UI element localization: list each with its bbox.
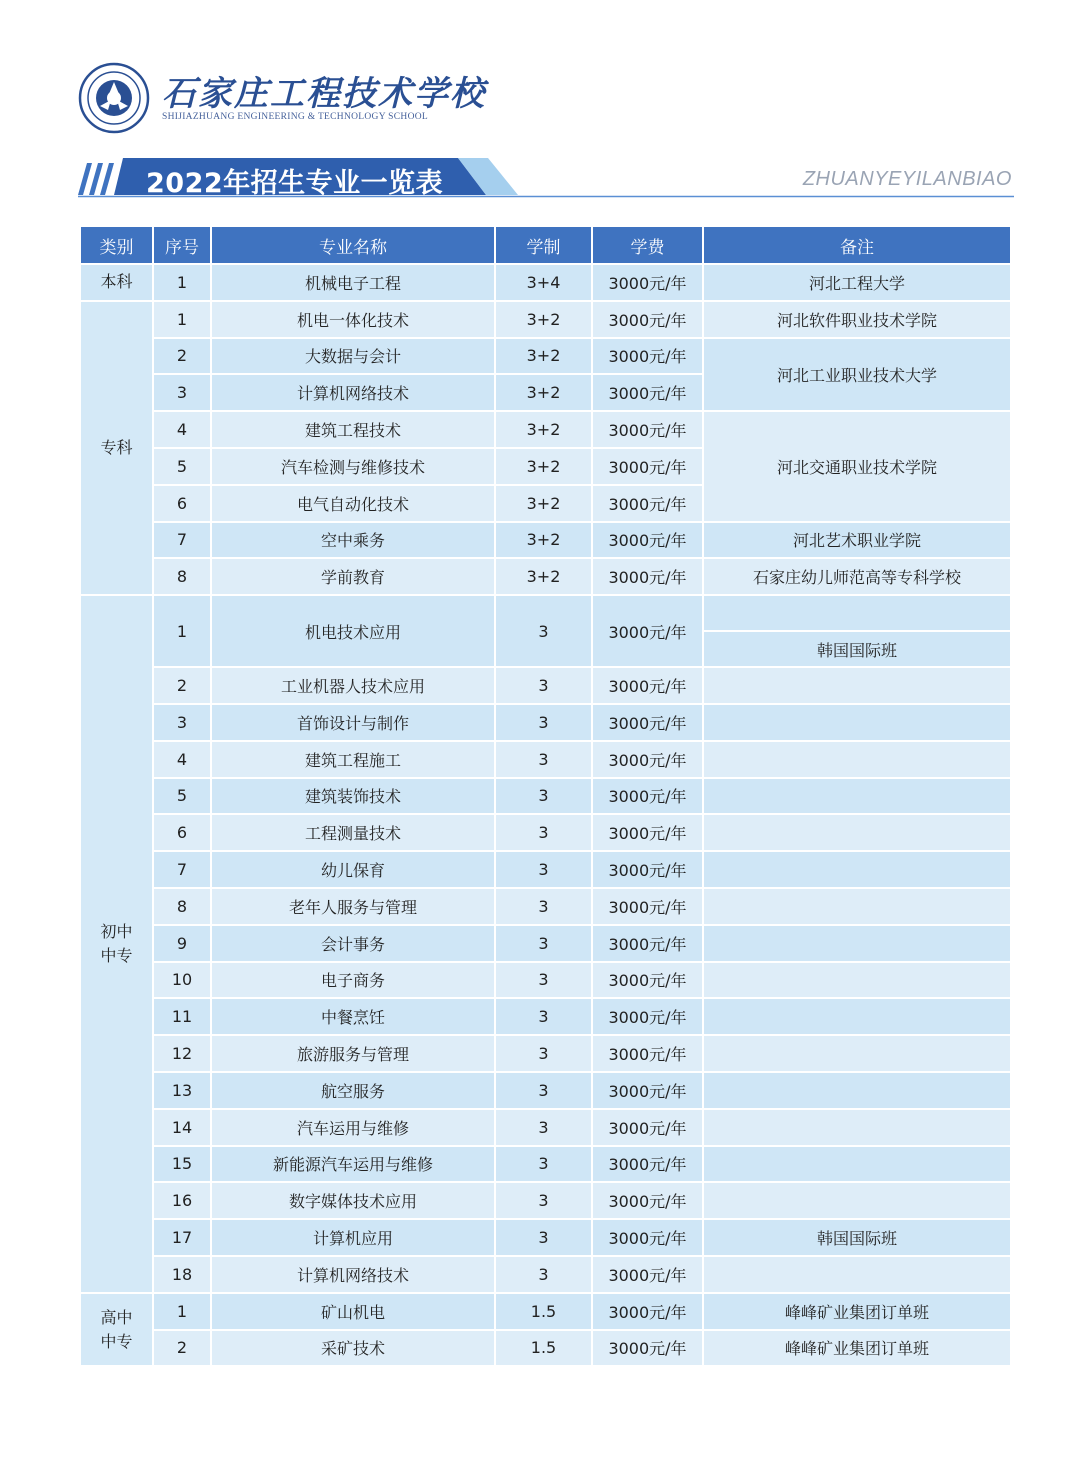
major-name: 空中乘务 — [211, 522, 495, 559]
row-number: 2 — [153, 338, 211, 375]
major-name: 机电一体化技术 — [211, 301, 495, 338]
remark — [703, 1109, 1011, 1146]
row-number: 7 — [153, 851, 211, 888]
major-name: 建筑工程技术 — [211, 411, 495, 448]
row-number: 4 — [153, 411, 211, 448]
remark: 峰峰矿业集团订单班 — [703, 1293, 1011, 1330]
row-number: 15 — [153, 1146, 211, 1183]
duration: 3 — [495, 962, 592, 999]
row-number: 5 — [153, 448, 211, 485]
tuition: 3000元/年 — [592, 1182, 703, 1219]
category-cell: 本科 — [80, 264, 153, 301]
remark — [703, 704, 1011, 741]
remark — [703, 667, 1011, 704]
major-name: 电子商务 — [211, 962, 495, 999]
remark — [703, 962, 1011, 999]
row-number: 1 — [153, 301, 211, 338]
remark: 河北工程大学 — [703, 264, 1011, 301]
remark — [703, 1182, 1011, 1219]
row-number: 8 — [153, 558, 211, 595]
table-row — [80, 778, 1011, 815]
tuition: 3000元/年 — [592, 558, 703, 595]
tuition: 3000元/年 — [592, 851, 703, 888]
tuition: 3000元/年 — [592, 411, 703, 448]
table-row — [80, 1182, 1011, 1219]
duration: 3 — [495, 851, 592, 888]
table-row — [80, 595, 1011, 667]
major-name: 老年人服务与管理 — [211, 888, 495, 925]
row-number: 6 — [153, 485, 211, 522]
major-name: 新能源汽车运用与维修 — [211, 1146, 495, 1183]
major-name: 机电技术应用 — [211, 595, 495, 667]
duration: 3+2 — [495, 448, 592, 485]
table-row — [80, 338, 1011, 375]
tuition: 3000元/年 — [592, 1293, 703, 1330]
remark: 韩国国际班 — [703, 1219, 1011, 1256]
duration: 3 — [495, 1072, 592, 1109]
row-number: 3 — [153, 704, 211, 741]
table-row — [80, 1146, 1011, 1183]
duration: 3+2 — [495, 301, 592, 338]
table-row — [80, 998, 1011, 1035]
tuition: 3000元/年 — [592, 925, 703, 962]
table-row — [80, 1109, 1011, 1146]
duration: 3 — [495, 998, 592, 1035]
major-name: 工业机器人技术应用 — [211, 667, 495, 704]
category-cell: 高中 中专 — [80, 1293, 153, 1367]
column-header: 学费 — [592, 226, 703, 264]
table-row — [80, 264, 1011, 301]
tuition: 3000元/年 — [592, 448, 703, 485]
row-number: 5 — [153, 778, 211, 815]
remark-blank — [704, 596, 1010, 632]
major-name: 幼儿保育 — [211, 851, 495, 888]
remark — [703, 814, 1011, 851]
remark: 河北交通职业技术学院 — [703, 411, 1011, 521]
row-number: 18 — [153, 1256, 211, 1293]
duration: 1.5 — [495, 1330, 592, 1367]
duration: 3+2 — [495, 558, 592, 595]
major-name: 采矿技术 — [211, 1330, 495, 1367]
duration: 3+2 — [495, 374, 592, 411]
row-number: 4 — [153, 741, 211, 778]
table-row — [80, 558, 1011, 595]
column-header: 备注 — [703, 226, 1011, 264]
tuition: 3000元/年 — [592, 741, 703, 778]
major-name: 学前教育 — [211, 558, 495, 595]
tuition: 3000元/年 — [592, 1219, 703, 1256]
duration: 3 — [495, 814, 592, 851]
school-logo-block — [78, 62, 498, 134]
table-row — [80, 814, 1011, 851]
table-row — [80, 301, 1011, 338]
major-name: 矿山机电 — [211, 1293, 495, 1330]
remark — [703, 1035, 1011, 1072]
major-name: 计算机网络技术 — [211, 374, 495, 411]
duration: 3 — [495, 1219, 592, 1256]
category-cell: 初中 中专 — [80, 595, 153, 1293]
row-number: 8 — [153, 888, 211, 925]
tuition: 3000元/年 — [592, 704, 703, 741]
table-row — [80, 704, 1011, 741]
row-number: 13 — [153, 1072, 211, 1109]
row-number: 6 — [153, 814, 211, 851]
remark — [703, 778, 1011, 815]
tuition: 3000元/年 — [592, 338, 703, 375]
tuition: 3000元/年 — [592, 374, 703, 411]
table-row — [80, 925, 1011, 962]
column-header: 类别 — [80, 226, 153, 264]
duration: 3 — [495, 1256, 592, 1293]
duration: 3+4 — [495, 264, 592, 301]
remark — [703, 925, 1011, 962]
major-name: 首饰设计与制作 — [211, 704, 495, 741]
remark — [703, 741, 1011, 778]
school-name-english: SHIJIAZHUANG ENGINEERING & TECHNOLOGY SCHOOL — [162, 112, 428, 122]
row-number: 1 — [153, 264, 211, 301]
row-number: 7 — [153, 522, 211, 559]
table-header-row — [80, 226, 1011, 264]
duration: 3+2 — [495, 338, 592, 375]
tuition: 3000元/年 — [592, 1035, 703, 1072]
table-row — [80, 1256, 1011, 1293]
tuition: 3000元/年 — [592, 814, 703, 851]
duration: 3 — [495, 925, 592, 962]
major-name: 建筑工程施工 — [211, 741, 495, 778]
table-row — [80, 741, 1011, 778]
remark — [703, 851, 1011, 888]
duration: 3 — [495, 1146, 592, 1183]
major-name: 计算机网络技术 — [211, 1256, 495, 1293]
tuition: 3000元/年 — [592, 1330, 703, 1367]
duration: 3+2 — [495, 411, 592, 448]
row-number: 17 — [153, 1219, 211, 1256]
school-emblem-icon — [78, 62, 150, 134]
table-row — [80, 888, 1011, 925]
tuition: 3000元/年 — [592, 1072, 703, 1109]
row-number: 12 — [153, 1035, 211, 1072]
tuition: 3000元/年 — [592, 301, 703, 338]
remark — [703, 1146, 1011, 1183]
major-name: 工程测量技术 — [211, 814, 495, 851]
tuition: 3000元/年 — [592, 1256, 703, 1293]
major-name: 汽车运用与维修 — [211, 1109, 495, 1146]
remark — [703, 1256, 1011, 1293]
table-row — [80, 1072, 1011, 1109]
table-row — [80, 962, 1011, 999]
major-name: 大数据与会计 — [211, 338, 495, 375]
remark — [703, 595, 1011, 667]
table-row — [80, 411, 1011, 448]
duration: 3 — [495, 1182, 592, 1219]
tuition: 3000元/年 — [592, 998, 703, 1035]
row-number: 16 — [153, 1182, 211, 1219]
school-name: 石家庄工程技术学校 — [162, 74, 486, 114]
table-row — [80, 1330, 1011, 1367]
duration: 3+2 — [495, 522, 592, 559]
major-name: 汽车检测与维修技术 — [211, 448, 495, 485]
remark: 河北艺术职业学院 — [703, 522, 1011, 559]
major-name: 数字媒体技术应用 — [211, 1182, 495, 1219]
table-row — [80, 851, 1011, 888]
row-number: 2 — [153, 1330, 211, 1367]
category-cell: 专科 — [80, 301, 153, 595]
duration: 3 — [495, 888, 592, 925]
duration: 3 — [495, 595, 592, 667]
column-header: 序号 — [153, 226, 211, 264]
row-number: 9 — [153, 925, 211, 962]
column-header: 专业名称 — [211, 226, 495, 264]
tuition: 3000元/年 — [592, 522, 703, 559]
major-name: 计算机应用 — [211, 1219, 495, 1256]
remark-text: 韩国国际班 — [816, 640, 897, 660]
majors-table — [79, 225, 1012, 1367]
tuition: 3000元/年 — [592, 264, 703, 301]
duration: 3+2 — [495, 485, 592, 522]
tuition: 3000元/年 — [592, 485, 703, 522]
remark-split — [704, 596, 1010, 666]
table-row — [80, 522, 1011, 559]
duration: 3 — [495, 1109, 592, 1146]
major-name: 旅游服务与管理 — [211, 1035, 495, 1072]
page-title-english: ZHUANYEYILANBIAO — [802, 168, 1012, 190]
duration: 3 — [495, 1035, 592, 1072]
tuition: 3000元/年 — [592, 778, 703, 815]
page-title: 2022年招生专业一览表 — [146, 168, 444, 199]
remark: 河北软件职业技术学院 — [703, 301, 1011, 338]
tuition: 3000元/年 — [592, 1109, 703, 1146]
major-name: 机械电子工程 — [211, 264, 495, 301]
duration: 3 — [495, 667, 592, 704]
major-name: 建筑装饰技术 — [211, 778, 495, 815]
table-row — [80, 1293, 1011, 1330]
major-name: 会计事务 — [211, 925, 495, 962]
row-number: 3 — [153, 374, 211, 411]
table-row — [80, 667, 1011, 704]
row-number: 2 — [153, 667, 211, 704]
remark — [703, 1072, 1011, 1109]
row-number: 1 — [153, 1293, 211, 1330]
row-number: 14 — [153, 1109, 211, 1146]
remark: 峰峰矿业集团订单班 — [703, 1330, 1011, 1367]
duration: 3 — [495, 704, 592, 741]
row-number: 11 — [153, 998, 211, 1035]
row-number: 1 — [153, 595, 211, 667]
remark: 石家庄幼儿师范高等专科学校 — [703, 558, 1011, 595]
row-number: 10 — [153, 962, 211, 999]
major-name: 航空服务 — [211, 1072, 495, 1109]
duration: 1.5 — [495, 1293, 592, 1330]
remark: 河北工业职业技术大学 — [703, 338, 1011, 412]
major-name: 中餐烹饪 — [211, 998, 495, 1035]
tuition: 3000元/年 — [592, 962, 703, 999]
duration: 3 — [495, 778, 592, 815]
table-row — [80, 1219, 1011, 1256]
major-name: 电气自动化技术 — [211, 485, 495, 522]
tuition: 3000元/年 — [592, 1146, 703, 1183]
remark — [703, 888, 1011, 925]
remark — [703, 998, 1011, 1035]
tuition: 3000元/年 — [592, 667, 703, 704]
tuition: 3000元/年 — [592, 888, 703, 925]
table-row — [80, 1035, 1011, 1072]
column-header: 学制 — [495, 226, 592, 264]
tuition: 3000元/年 — [592, 595, 703, 667]
duration: 3 — [495, 741, 592, 778]
